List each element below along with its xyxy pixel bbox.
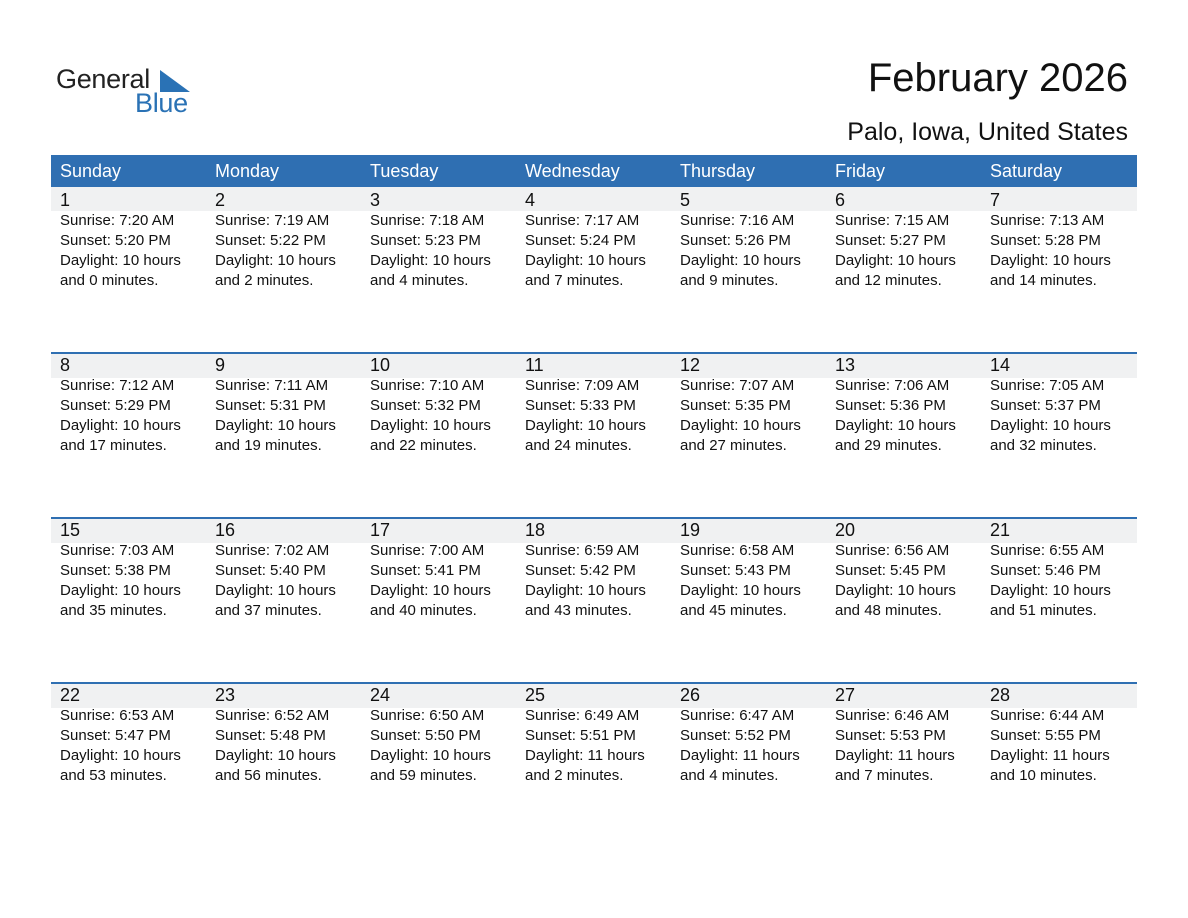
- day-number: 4: [525, 190, 536, 210]
- day-number: 16: [215, 520, 236, 540]
- day-cell: [51, 187, 206, 291]
- day-cell: [206, 517, 361, 621]
- day-cell: [361, 187, 516, 291]
- day-number: 20: [835, 520, 856, 540]
- sunrise-text: Sunrise: 7:15 AM: [835, 212, 950, 229]
- day-number: 26: [680, 685, 701, 705]
- sunset-text: Sunset: 5:35 PM: [680, 397, 791, 414]
- daylight-minutes-text: and 7 minutes.: [525, 272, 624, 289]
- calendar-week: [51, 187, 1137, 352]
- logo: [56, 62, 206, 122]
- daylight-text: Daylight: 10 hours: [525, 582, 646, 599]
- day-number: 13: [835, 355, 856, 375]
- sunrise-text: Sunrise: 7:00 AM: [370, 542, 485, 559]
- day-cell: [206, 187, 361, 291]
- calendar-week: [51, 682, 1137, 847]
- sunset-text: Sunset: 5:48 PM: [215, 727, 326, 744]
- daylight-text: Daylight: 10 hours: [370, 252, 491, 269]
- day-number: 27: [835, 685, 856, 705]
- day-cell: [361, 352, 516, 456]
- daylight-text: Daylight: 10 hours: [60, 747, 181, 764]
- sunrise-text: Sunrise: 6:53 AM: [60, 707, 175, 724]
- day-cell: [671, 187, 826, 291]
- day-number: 7: [990, 190, 1001, 210]
- sunrise-text: Sunrise: 7:12 AM: [60, 377, 175, 394]
- weekday-header: [51, 155, 1137, 187]
- daylight-text: Daylight: 10 hours: [990, 252, 1111, 269]
- daylight-minutes-text: and 56 minutes.: [215, 767, 322, 784]
- day-cell: [361, 682, 516, 786]
- day-cell: [671, 682, 826, 786]
- day-number: 12: [680, 355, 701, 375]
- day-number: 11: [525, 355, 544, 375]
- calendar-week: [51, 517, 1137, 682]
- sunrise-text: Sunrise: 7:10 AM: [370, 377, 485, 394]
- day-cell: [516, 352, 671, 456]
- sunrise-text: Sunrise: 6:55 AM: [990, 542, 1105, 559]
- day-cell: [826, 187, 981, 291]
- day-cell: [826, 517, 981, 621]
- daylight-text: Daylight: 10 hours: [525, 252, 646, 269]
- daylight-text: Daylight: 10 hours: [990, 417, 1111, 434]
- sunrise-text: Sunrise: 7:11 AM: [215, 377, 329, 394]
- daylight-minutes-text: and 4 minutes.: [370, 272, 469, 289]
- sunset-text: Sunset: 5:33 PM: [525, 397, 636, 414]
- sunrise-text: Sunrise: 6:59 AM: [525, 542, 640, 559]
- day-cell: [361, 517, 516, 621]
- daylight-minutes-text: and 19 minutes.: [215, 437, 322, 454]
- daylight-minutes-text: and 59 minutes.: [370, 767, 477, 784]
- day-cell: [981, 187, 1136, 291]
- sunrise-text: Sunrise: 6:50 AM: [370, 707, 485, 724]
- sunset-text: Sunset: 5:42 PM: [525, 562, 636, 579]
- weeks-container: [51, 187, 1137, 847]
- sunset-text: Sunset: 5:27 PM: [835, 232, 946, 249]
- day-cell: [826, 352, 981, 456]
- daylight-text: Daylight: 10 hours: [990, 582, 1111, 599]
- sunset-text: Sunset: 5:36 PM: [835, 397, 946, 414]
- day-number: 9: [215, 355, 226, 375]
- day-number: 19: [680, 520, 701, 540]
- daylight-text: Daylight: 10 hours: [370, 582, 491, 599]
- day-cell: [981, 682, 1136, 786]
- sunrise-text: Sunrise: 6:58 AM: [680, 542, 795, 559]
- day-number: 1: [60, 190, 71, 210]
- page-title: February 2026: [867, 56, 1128, 100]
- daylight-text: Daylight: 10 hours: [60, 582, 181, 599]
- weekday-thursday: Thursday: [680, 161, 756, 181]
- weekday-monday: Monday: [215, 161, 280, 181]
- daylight-text: Daylight: 10 hours: [835, 252, 956, 269]
- daylight-text: Daylight: 11 hours: [990, 747, 1110, 764]
- day-number: 22: [60, 685, 81, 705]
- week-cells: [51, 682, 1137, 786]
- sunrise-text: Sunrise: 6:44 AM: [990, 707, 1105, 724]
- daylight-text: Daylight: 10 hours: [835, 582, 956, 599]
- sunrise-text: Sunrise: 7:05 AM: [990, 377, 1105, 394]
- daylight-minutes-text: and 27 minutes.: [680, 437, 787, 454]
- day-number: 23: [215, 685, 236, 705]
- weekday-sunday: Sunday: [60, 161, 122, 181]
- sunset-text: Sunset: 5:47 PM: [60, 727, 171, 744]
- sunrise-text: Sunrise: 7:06 AM: [835, 377, 950, 394]
- day-number: 3: [370, 190, 381, 210]
- daylight-minutes-text: and 35 minutes.: [60, 602, 167, 619]
- sunset-text: Sunset: 5:45 PM: [835, 562, 946, 579]
- sunset-text: Sunset: 5:55 PM: [990, 727, 1101, 744]
- daylight-text: Daylight: 10 hours: [370, 747, 491, 764]
- sunset-text: Sunset: 5:22 PM: [215, 232, 326, 249]
- daylight-minutes-text: and 48 minutes.: [835, 602, 942, 619]
- daylight-minutes-text: and 32 minutes.: [990, 437, 1097, 454]
- sunset-text: Sunset: 5:29 PM: [60, 397, 171, 414]
- daylight-minutes-text: and 43 minutes.: [525, 602, 632, 619]
- day-number: 17: [370, 520, 391, 540]
- daylight-text: Daylight: 11 hours: [835, 747, 955, 764]
- daylight-text: Daylight: 10 hours: [215, 582, 336, 599]
- sunset-text: Sunset: 5:46 PM: [990, 562, 1101, 579]
- sunrise-text: Sunrise: 7:20 AM: [60, 212, 175, 229]
- weekday-wednesday: Wednesday: [525, 161, 620, 181]
- day-cell: [981, 352, 1136, 456]
- sunset-text: Sunset: 5:41 PM: [370, 562, 481, 579]
- daylight-minutes-text: and 2 minutes.: [215, 272, 314, 289]
- day-number: 21: [990, 520, 1011, 540]
- daylight-minutes-text: and 4 minutes.: [680, 767, 779, 784]
- daylight-minutes-text: and 17 minutes.: [60, 437, 167, 454]
- daylight-text: Daylight: 10 hours: [215, 417, 336, 434]
- daylight-text: Daylight: 10 hours: [60, 252, 181, 269]
- daylight-text: Daylight: 11 hours: [525, 747, 645, 764]
- day-cell: [516, 517, 671, 621]
- daylight-text: Daylight: 10 hours: [370, 417, 491, 434]
- day-number: 6: [835, 190, 846, 210]
- weekday-friday: Friday: [835, 161, 886, 181]
- daylight-minutes-text: and 29 minutes.: [835, 437, 942, 454]
- daylight-text: Daylight: 10 hours: [215, 252, 336, 269]
- sunrise-text: Sunrise: 7:16 AM: [680, 212, 795, 229]
- daylight-text: Daylight: 10 hours: [60, 417, 181, 434]
- daylight-minutes-text: and 10 minutes.: [990, 767, 1097, 784]
- daylight-text: Daylight: 11 hours: [680, 747, 800, 764]
- sunset-text: Sunset: 5:28 PM: [990, 232, 1101, 249]
- daylight-minutes-text: and 14 minutes.: [990, 272, 1097, 289]
- daylight-text: Daylight: 10 hours: [680, 252, 801, 269]
- daylight-minutes-text: and 7 minutes.: [835, 767, 934, 784]
- sunset-text: Sunset: 5:38 PM: [60, 562, 171, 579]
- sunrise-text: Sunrise: 7:02 AM: [215, 542, 330, 559]
- sunset-text: Sunset: 5:53 PM: [835, 727, 946, 744]
- daylight-text: Daylight: 10 hours: [215, 747, 336, 764]
- sunset-text: Sunset: 5:40 PM: [215, 562, 326, 579]
- daylight-minutes-text: and 24 minutes.: [525, 437, 632, 454]
- sunrise-text: Sunrise: 7:19 AM: [215, 212, 330, 229]
- day-number: 25: [525, 685, 546, 705]
- sunrise-text: Sunrise: 6:52 AM: [215, 707, 330, 724]
- day-cell: [671, 517, 826, 621]
- day-number: 28: [990, 685, 1011, 705]
- sunset-text: Sunset: 5:20 PM: [60, 232, 171, 249]
- sunrise-text: Sunrise: 6:47 AM: [680, 707, 795, 724]
- sunset-text: Sunset: 5:51 PM: [525, 727, 636, 744]
- sunrise-text: Sunrise: 7:07 AM: [680, 377, 795, 394]
- sunset-text: Sunset: 5:31 PM: [215, 397, 326, 414]
- daylight-minutes-text: and 9 minutes.: [680, 272, 779, 289]
- sunset-text: Sunset: 5:50 PM: [370, 727, 481, 744]
- day-number: 8: [60, 355, 71, 375]
- day-cell: [516, 682, 671, 786]
- day-cell: [671, 352, 826, 456]
- weekday-tuesday: Tuesday: [370, 161, 439, 181]
- daylight-text: Daylight: 10 hours: [680, 417, 801, 434]
- daylight-minutes-text: and 2 minutes.: [525, 767, 624, 784]
- day-number: 14: [990, 355, 1011, 375]
- weekday-saturday: Saturday: [990, 161, 1063, 181]
- daylight-minutes-text: and 37 minutes.: [215, 602, 322, 619]
- sunset-text: Sunset: 5:32 PM: [370, 397, 481, 414]
- day-number: 15: [60, 520, 81, 540]
- sunset-text: Sunset: 5:52 PM: [680, 727, 791, 744]
- sunrise-text: Sunrise: 7:18 AM: [370, 212, 485, 229]
- daylight-text: Daylight: 10 hours: [525, 417, 646, 434]
- sunset-text: Sunset: 5:23 PM: [370, 232, 481, 249]
- day-cell: [981, 517, 1136, 621]
- day-cell: [516, 187, 671, 291]
- daylight-text: Daylight: 10 hours: [835, 417, 956, 434]
- day-cell: [51, 517, 206, 621]
- daylight-minutes-text: and 22 minutes.: [370, 437, 477, 454]
- day-number: 24: [370, 685, 391, 705]
- sunrise-text: Sunrise: 7:03 AM: [60, 542, 175, 559]
- logo-general-text: General: [56, 64, 150, 94]
- daylight-minutes-text: and 45 minutes.: [680, 602, 787, 619]
- day-number: 10: [370, 355, 391, 375]
- sunrise-text: Sunrise: 7:09 AM: [525, 377, 640, 394]
- sunset-text: Sunset: 5:26 PM: [680, 232, 791, 249]
- day-cell: [51, 352, 206, 456]
- location-subtitle: Palo, Iowa, United States: [847, 118, 1128, 146]
- week-cells: [51, 517, 1137, 621]
- sunrise-text: Sunrise: 6:56 AM: [835, 542, 950, 559]
- day-number: 5: [680, 190, 691, 210]
- day-number: 2: [215, 190, 226, 210]
- day-cell: [206, 682, 361, 786]
- day-cell: [206, 352, 361, 456]
- sunrise-text: Sunrise: 7:13 AM: [990, 212, 1105, 229]
- sunrise-text: Sunrise: 6:46 AM: [835, 707, 950, 724]
- calendar: [51, 155, 1137, 847]
- day-number: 18: [525, 520, 546, 540]
- day-cell: [51, 682, 206, 786]
- week-cells: [51, 187, 1137, 291]
- daylight-minutes-text: and 40 minutes.: [370, 602, 477, 619]
- daylight-minutes-text: and 51 minutes.: [990, 602, 1097, 619]
- calendar-week: [51, 352, 1137, 517]
- sunrise-text: Sunrise: 6:49 AM: [525, 707, 640, 724]
- daylight-minutes-text: and 12 minutes.: [835, 272, 942, 289]
- sunset-text: Sunset: 5:24 PM: [525, 232, 636, 249]
- daylight-minutes-text: and 53 minutes.: [60, 767, 167, 784]
- daylight-text: Daylight: 10 hours: [680, 582, 801, 599]
- logo-blue-text: Blue: [135, 88, 188, 118]
- sunrise-text: Sunrise: 7:17 AM: [525, 212, 640, 229]
- week-cells: [51, 352, 1137, 456]
- daylight-minutes-text: and 0 minutes.: [60, 272, 159, 289]
- sunset-text: Sunset: 5:37 PM: [990, 397, 1101, 414]
- sunset-text: Sunset: 5:43 PM: [680, 562, 791, 579]
- day-cell: [826, 682, 981, 786]
